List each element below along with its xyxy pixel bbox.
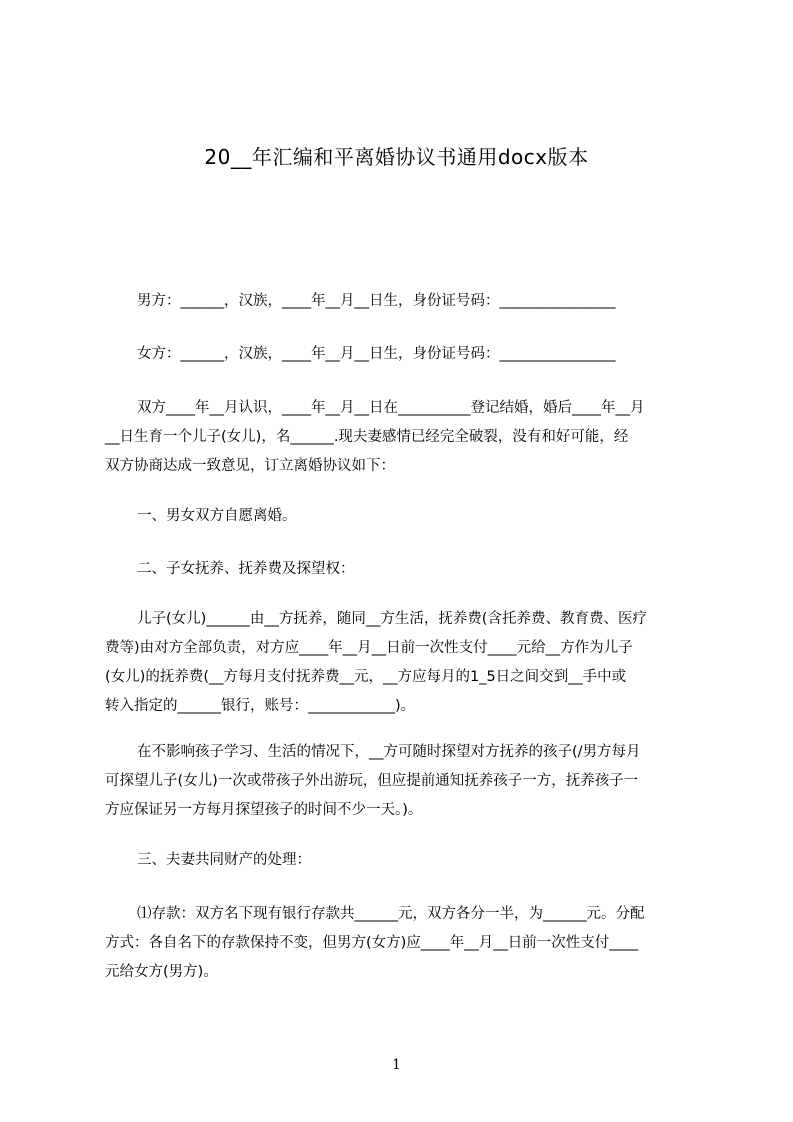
paragraph-line: (女儿)的抚养费(__方每月支付抚养费__元，__方应每月的1_5日之间交到__手中或 <box>105 669 627 685</box>
paragraph-line: 元给女方(男方)。 <box>105 964 218 980</box>
clause-heading-3 <box>105 846 705 875</box>
paragraph-female-party <box>105 340 705 369</box>
paragraph-line: 三、夫妻共同财产的处理： <box>137 852 311 868</box>
paragraph-line: 在不影响孩子学习、生活的情况下，__方可随时探望对方抚养的孩子(/男方每月 <box>137 744 641 760</box>
paragraph-line: 二、子女抚养、抚养费及探望权： <box>137 561 355 577</box>
page-number: 1 <box>392 1057 401 1073</box>
clause-heading-1 <box>105 502 705 531</box>
paragraph-line: 双方协商达成一致意见，订立离婚协议如下： <box>105 458 395 474</box>
paragraph-line: ⑴存款：双方名下现有银行存款共______元，双方各分一半，为______元。分配 <box>137 906 645 922</box>
paragraph-male-party <box>105 287 705 316</box>
paragraph-child-custody <box>105 605 705 721</box>
paragraph-line: 一、男女双方自愿离婚。 <box>137 508 297 524</box>
paragraph-line: 儿子(女儿)______由__方抚养，随同__方生活，抚养费(含托养费、教育费、医疗 <box>137 611 647 627</box>
clause-heading-2 <box>105 555 705 584</box>
paragraph-line: 方应保证另一方每月探望孩子的时间不少一天。)。 <box>105 802 423 818</box>
paragraph-visitation <box>105 738 705 825</box>
paragraph-line: 女方：______，汉族，____年__月__日生，身份证号码：________________ <box>137 346 616 362</box>
paragraph-line: __日生育一个儿子(女儿)，名______.现夫妻感情已经完全破裂，没有和好可能，经 <box>105 429 629 445</box>
paragraph-deposits <box>105 900 705 987</box>
paragraph-line: 男方：______，汉族，____年__月__日生，身份证号码：________________ <box>137 293 616 309</box>
paragraph-line: 费等)由对方全部负责，对方应____年__月__日前一次性支付____元给__方作为儿子 <box>105 640 633 656</box>
paragraph-line: 可探望儿子(女儿)一次或带孩子外出游玩，但应提前通知抚养孩子一方，抚养孩子一 <box>105 773 639 789</box>
paragraph-marriage-history <box>105 394 705 481</box>
paragraph-line: 方式：各自名下的存款保持不变，但男方(女方)应____年__月__日前一次性支付____ <box>105 935 639 951</box>
paragraph-line: 双方____年__月认识，____年__月__日在__________登记结婚，婚后____年__月 <box>137 400 645 416</box>
document-title: 20__年汇编和平离婚协议书通用docx版本 <box>204 145 589 169</box>
paragraph-line: 转入指定的______银行，账号：____________)。 <box>105 698 416 714</box>
